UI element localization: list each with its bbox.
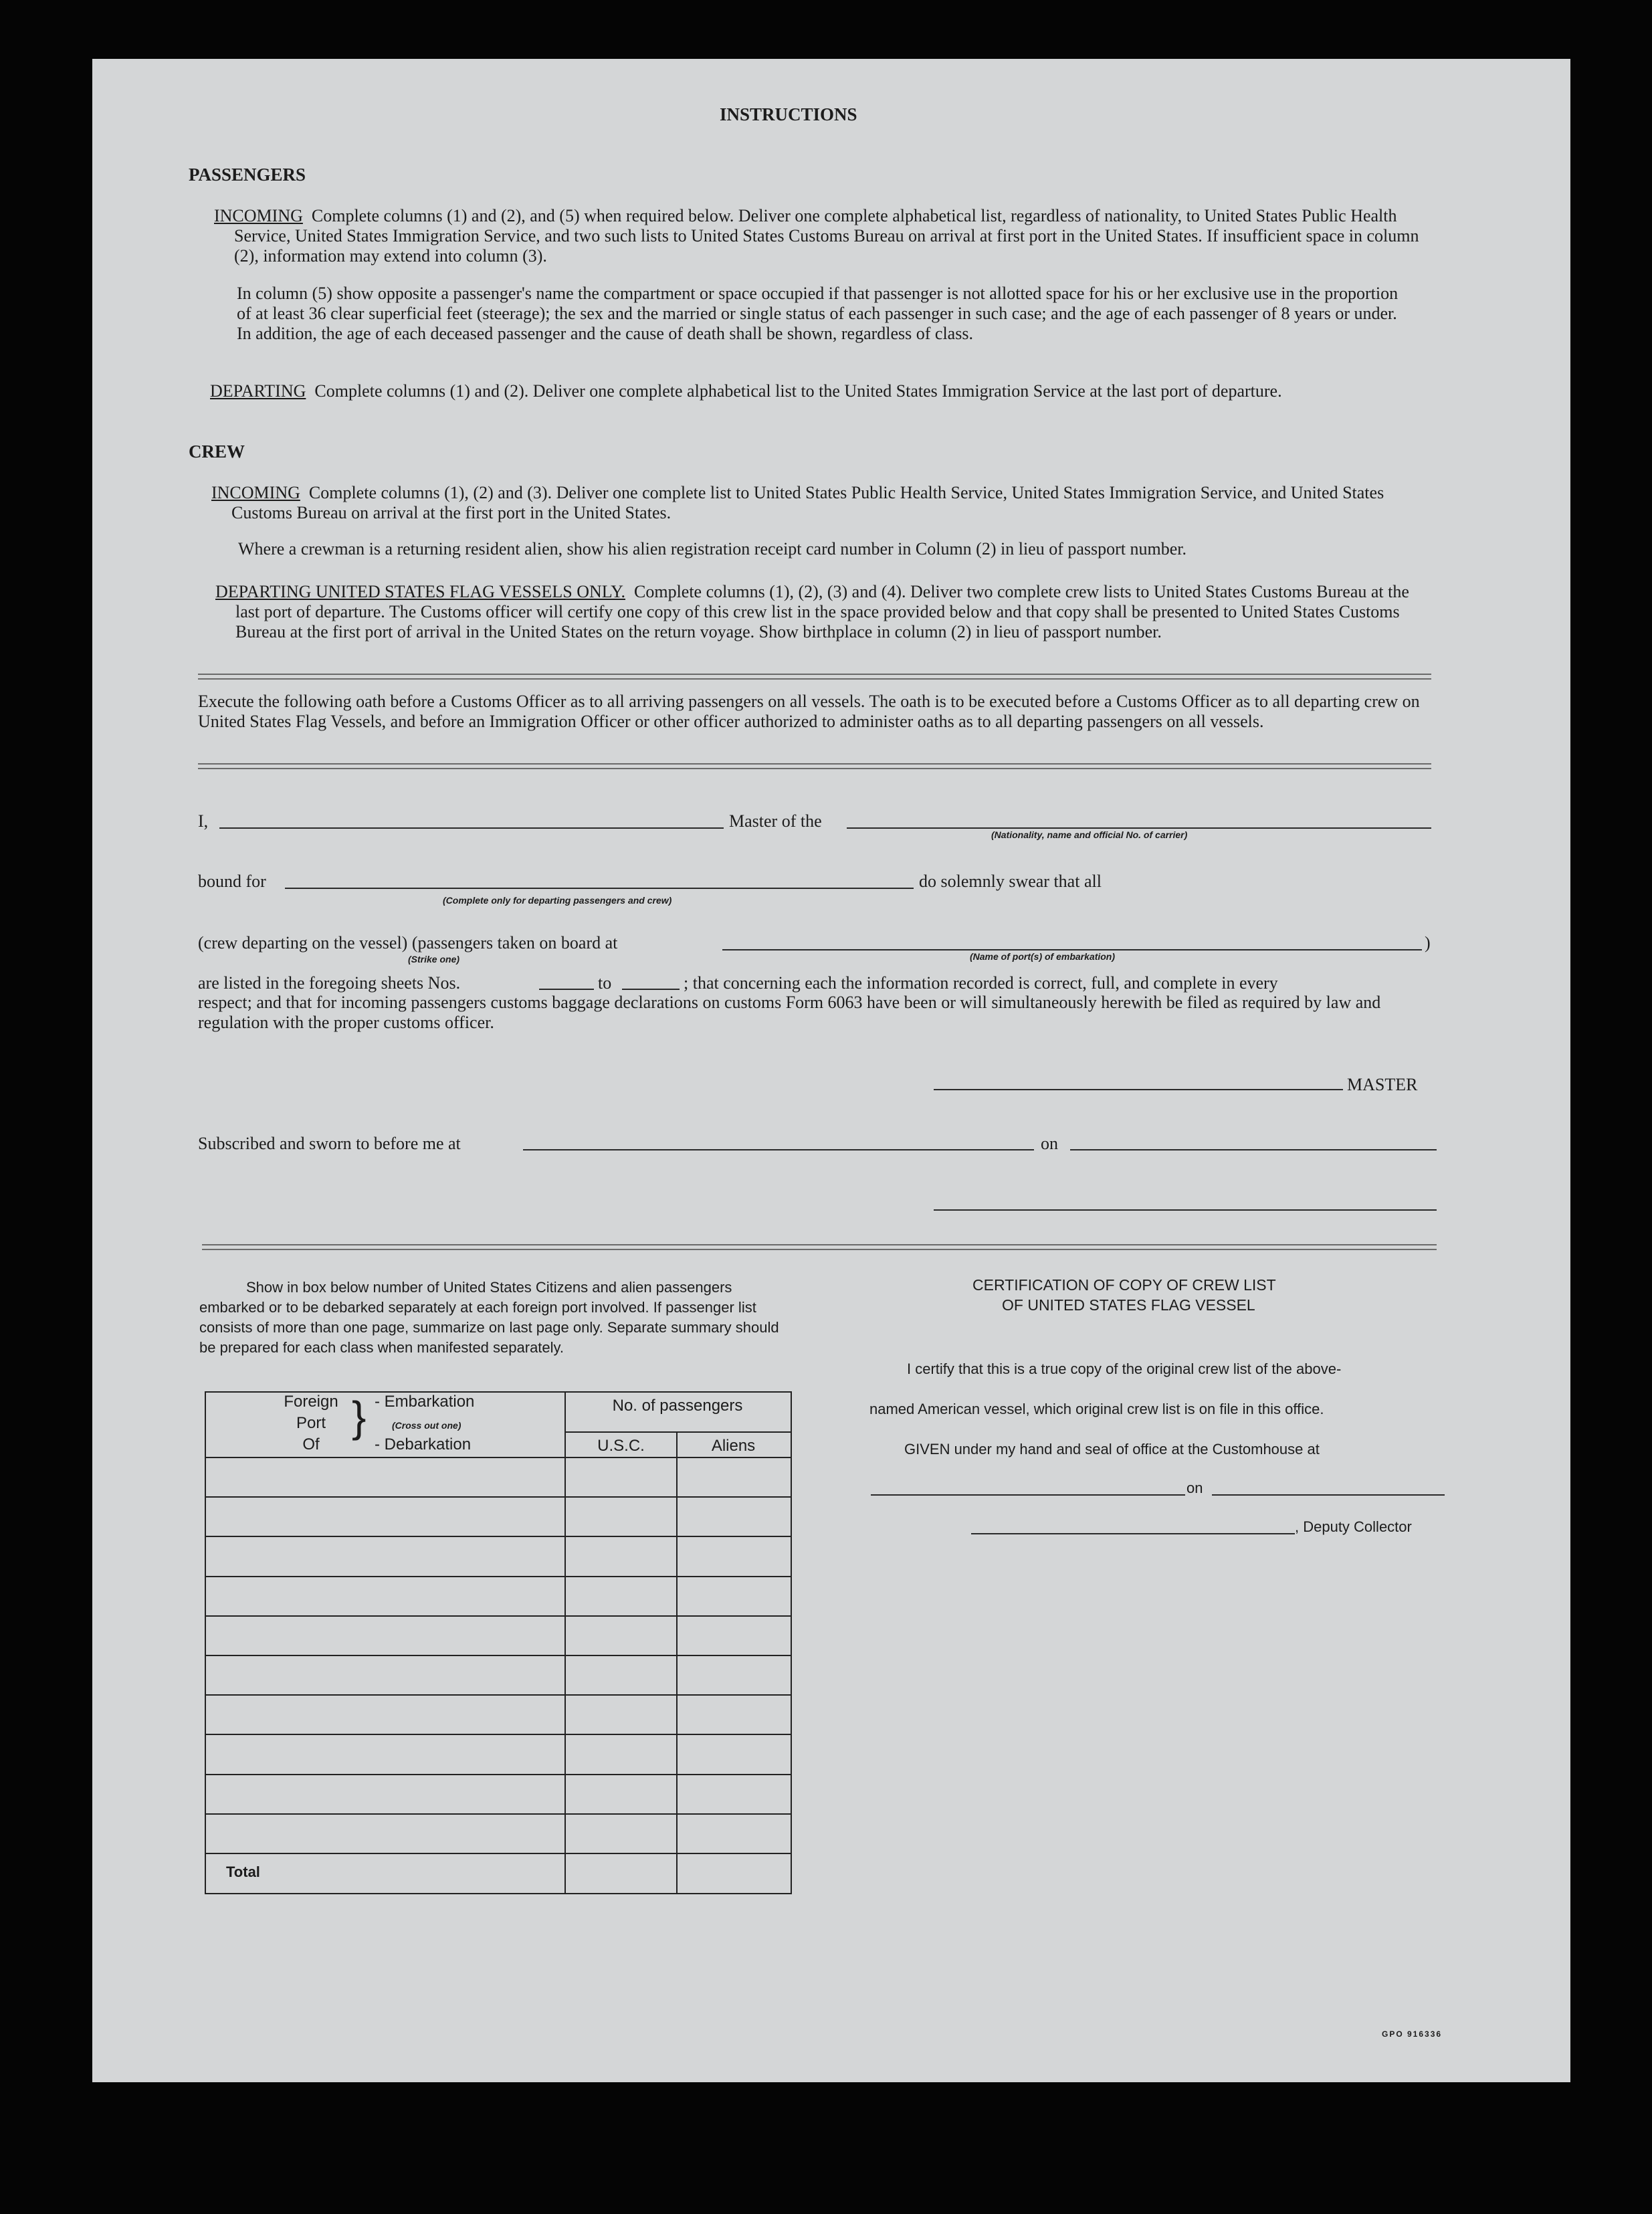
header-debarkation[interactable]: - Debarkation xyxy=(375,1435,472,1453)
oath-i-label: I, xyxy=(198,811,209,831)
table-row[interactable] xyxy=(206,1696,789,1732)
header-aliens: Aliens xyxy=(711,1437,756,1455)
header-cross-out: (Cross out one) xyxy=(392,1420,461,1431)
port-caption: (Name of port(s) of embarkation) xyxy=(970,951,1116,962)
certification-place-field[interactable] xyxy=(871,1494,1185,1496)
divider xyxy=(198,763,1431,769)
subscribed-label: Subscribed and sworn to before me at xyxy=(198,1134,461,1153)
certification-title-2: OF UNITED STATES FLAG VESSEL xyxy=(1002,1296,1255,1314)
bound-for-caption: (Complete only for departing passengers and crew) xyxy=(443,895,672,906)
table-row[interactable] xyxy=(206,1617,789,1653)
page-title: INSTRUCTIONS xyxy=(720,104,857,124)
brace-icon: } xyxy=(352,1393,367,1441)
passengers-departing-text: Complete columns (1) and (2). Deliver one complete alphabetical list to the United States Immigration Service at the last port of departure. xyxy=(314,381,1282,401)
deputy-collector-label: , Deputy Collector xyxy=(1295,1518,1412,1535)
crew-incoming-text: Complete columns (1), (2) and (3). Deliver one complete list to United States Public Health Service, United States Immigration Service, and United States Customs Bureau on arrival at the first port in the United States. xyxy=(231,483,1384,522)
crew-departing-paragraph xyxy=(215,582,1425,642)
header-foreign: Foreign xyxy=(284,1393,338,1411)
listed-text-2: ; that concerning each the information recorded is correct, full, and complete in every xyxy=(684,973,1278,993)
header-of: Of xyxy=(302,1435,320,1453)
table-row[interactable] xyxy=(206,1815,789,1851)
listed-text-3: respect; and that for incoming passengers customs baggage declarations on customs Form 6063 have been or will simultaneously herewith be filed as required by law and regulation with the proper customs officer. xyxy=(198,993,1381,1032)
bound-for-label: bound for xyxy=(198,872,266,891)
certification-line-2: named American vessel, which original crew list is on file in this office. xyxy=(869,1401,1324,1417)
sheet-from-field[interactable] xyxy=(539,989,594,990)
master-signature-field[interactable] xyxy=(934,1089,1343,1090)
sworn-date-field[interactable] xyxy=(1070,1149,1437,1150)
crew-heading: CREW xyxy=(189,441,245,462)
passengers-departing-paragraph xyxy=(210,381,1425,401)
port-of-embarkation-field[interactable] xyxy=(722,949,1422,950)
header-usc: U.S.C. xyxy=(597,1437,645,1455)
table-row-rule xyxy=(205,1853,791,1854)
header-port: Port xyxy=(296,1414,326,1432)
carrier-caption: (Nationality, name and official No. of carrier) xyxy=(991,829,1188,840)
table-row[interactable] xyxy=(206,1458,789,1495)
table-row[interactable] xyxy=(206,1735,789,1772)
passengers-incoming-paragraph xyxy=(214,206,1425,266)
sworn-on-label: on xyxy=(1041,1134,1058,1153)
passengers-incoming-label: INCOMING xyxy=(214,206,303,225)
certification-on-label: on xyxy=(1186,1480,1203,1496)
passengers-departing-label: DEPARTING xyxy=(210,381,306,401)
close-paren: ) xyxy=(1425,933,1431,952)
header-embarkation[interactable]: - Embarkation xyxy=(375,1393,475,1411)
crew-passengers-text: (crew departing on the vessel) (passengers taken on board at xyxy=(198,933,618,952)
carrier-field[interactable] xyxy=(847,827,1431,829)
table-row[interactable] xyxy=(206,1577,789,1614)
passengers-heading: PASSENGERS xyxy=(189,165,306,185)
deputy-collector-signature-field[interactable] xyxy=(971,1533,1295,1534)
listed-to-label: to xyxy=(598,973,612,993)
total-label: Total xyxy=(226,1864,260,1880)
master-name-field[interactable] xyxy=(219,827,724,829)
passengers-incoming-text: Complete columns (1) and (2), and (5) when required below. Deliver one complete alphabetical list, regardless of nationality, to United States Public Health Service, United States Immigration Service, and two such lists to United States Customs Bureau on arrival at first port in the United States. If insufficient space in column (2), information may extend into column (3). xyxy=(234,206,1419,266)
listed-text-1: are listed in the foregoing sheets Nos. xyxy=(198,973,461,993)
certification-title-1: CERTIFICATION OF COPY OF CREW LIST xyxy=(972,1276,1276,1294)
oath-instructions: Execute the following oath before a Customs Officer as to all arriving passengers on all vessels. The oath is to be executed before a Customs Officer as to all departing crew on United States Flag Vessels, and before an Immigration Officer or other officer authorized to administer oaths as to all departing passengers on all vessels. xyxy=(198,692,1420,731)
table-row[interactable] xyxy=(206,1775,789,1812)
bound-for-field[interactable] xyxy=(285,888,914,889)
crew-departing-label: DEPARTING UNITED STATES FLAG VESSELS ONLY. xyxy=(215,582,625,601)
crew-incoming-label: INCOMING xyxy=(211,483,300,502)
certification-line-3: GIVEN under my hand and seal of office at the Customhouse at xyxy=(904,1441,1320,1457)
crew-incoming-paragraph xyxy=(211,483,1425,523)
master-of-the-label: Master of the xyxy=(729,811,822,831)
gpo-code: GPO 916336 xyxy=(1382,2029,1443,2039)
crew-resident-paragraph: Where a crewman is a returning resident alien, show his alien registration receipt card number in Column (2) in lieu of passport number. xyxy=(238,539,1187,559)
certification-date-field[interactable] xyxy=(1212,1494,1445,1496)
crew-departing-text: Complete columns (1), (2), (3) and (4). Deliver two complete crew lists to United States Customs Bureau at the last port of departure. The Customs officer will certify one copy of this crew list in the space provided below and that copy shall be presented to United States Customs Bureau at the first port of arrival in the United States on the return voyage. Show birthplace in column (2) in lieu of passport number. xyxy=(235,582,1409,641)
solemnly-swear-text: do solemnly swear that all xyxy=(919,872,1102,891)
divider xyxy=(198,674,1431,680)
table-row[interactable] xyxy=(206,1656,789,1693)
sworn-place-field[interactable] xyxy=(523,1149,1034,1150)
officer-signature-field[interactable] xyxy=(934,1209,1437,1211)
table-divider xyxy=(564,1431,791,1433)
table-row[interactable] xyxy=(206,1537,789,1574)
header-no-passengers: No. of passengers xyxy=(612,1397,743,1415)
master-label: MASTER xyxy=(1347,1075,1418,1094)
passengers-column5-paragraph: In column (5) show opposite a passenger's name the compartment or space occupied if that passenger is not allotted space for his or her exclusive use in the proportion of at least 36 clear superficial feet (steerage); the sex and the married or single status of each passenger in such case; and the age of each passenger of 8 years or under. In addition, the age of each deceased passenger and the cause of death shall be shown, regardless of class. xyxy=(237,284,1399,343)
summary-instructions: Show in box below number of United States Citizens and alien passengers embarked or to be debarked separately at each foreign port involved. If passenger list consists of more than one page, summarize on last page only. Separate summary should be prepared for each class when manifested separately. xyxy=(199,1279,779,1356)
strike-caption: (Strike one) xyxy=(408,954,460,965)
sheet-to-field[interactable] xyxy=(622,989,680,990)
certification-line-1: I certify that this is a true copy of the original crew list of the above- xyxy=(907,1361,1342,1377)
divider xyxy=(202,1244,1437,1250)
table-row[interactable] xyxy=(206,1498,789,1534)
